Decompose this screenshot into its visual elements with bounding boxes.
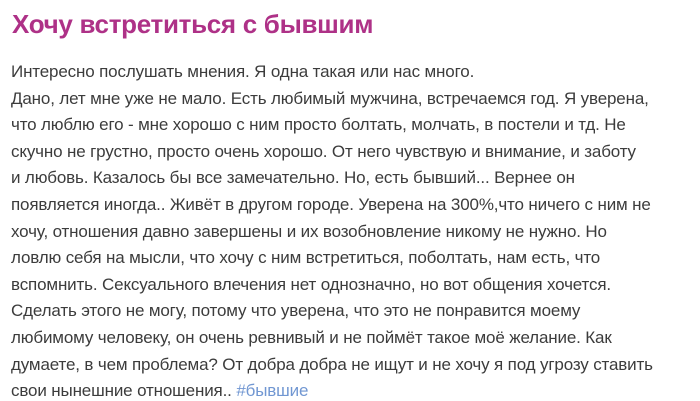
- post-body-line: и любовь. Казалось бы все замечательно. Но, есть бывший... Вернее он: [11, 168, 575, 188]
- post-title: Хочу встретиться с бывшим: [12, 9, 374, 39]
- post-body: [0, 59, 700, 401]
- post-body-line: любимому человеку, он очень ревнивый и не поймёт такое моё желание. Как: [11, 327, 612, 347]
- post-body-last-line-text: свои нынешние отношения..: [11, 381, 237, 401]
- post-body-line: что люблю его - мне хорошо с ним просто болтать, молчать, в постели и тд. Не: [11, 115, 626, 135]
- post-body-line: хочу, отношения давно завершены и их возобновление никому не нужно. Но: [11, 221, 607, 241]
- post-body-line: думаете, в чем проблема? От добра добра не ищут и не хочу я под угрозу ставить: [11, 354, 653, 374]
- post-body-line: скучно не грустно, просто очень хорошо. От него чувствую и внимание, и заботу: [11, 141, 636, 161]
- post-body-line: Интересно послушать мнения. Я одна такая или нас много.: [11, 62, 475, 81]
- hashtag-link[interactable]: #бывшие: [236, 381, 309, 401]
- post-body-line: Сделать этого не могу, потому что уверена, что это не понравится моему: [11, 301, 581, 321]
- post-body-line: ловлю себя на мысли, что хочу с ним встретиться, поболтать, нам есть, что: [11, 248, 601, 268]
- post-body-line: вспомнить. Сексуального влечения нет однозначно, но вот общения хочется.: [11, 274, 611, 294]
- post-body-last-line: [11, 378, 692, 401]
- post-body-line: Дано, лет мне уже не мало. Есть любимый мужчина, встречаемся год. Я уверена,: [11, 88, 649, 108]
- post-body-line: появляется иногда.. Живёт в другом городе. Уверена на 300%,что ничего с ним не: [11, 194, 651, 214]
